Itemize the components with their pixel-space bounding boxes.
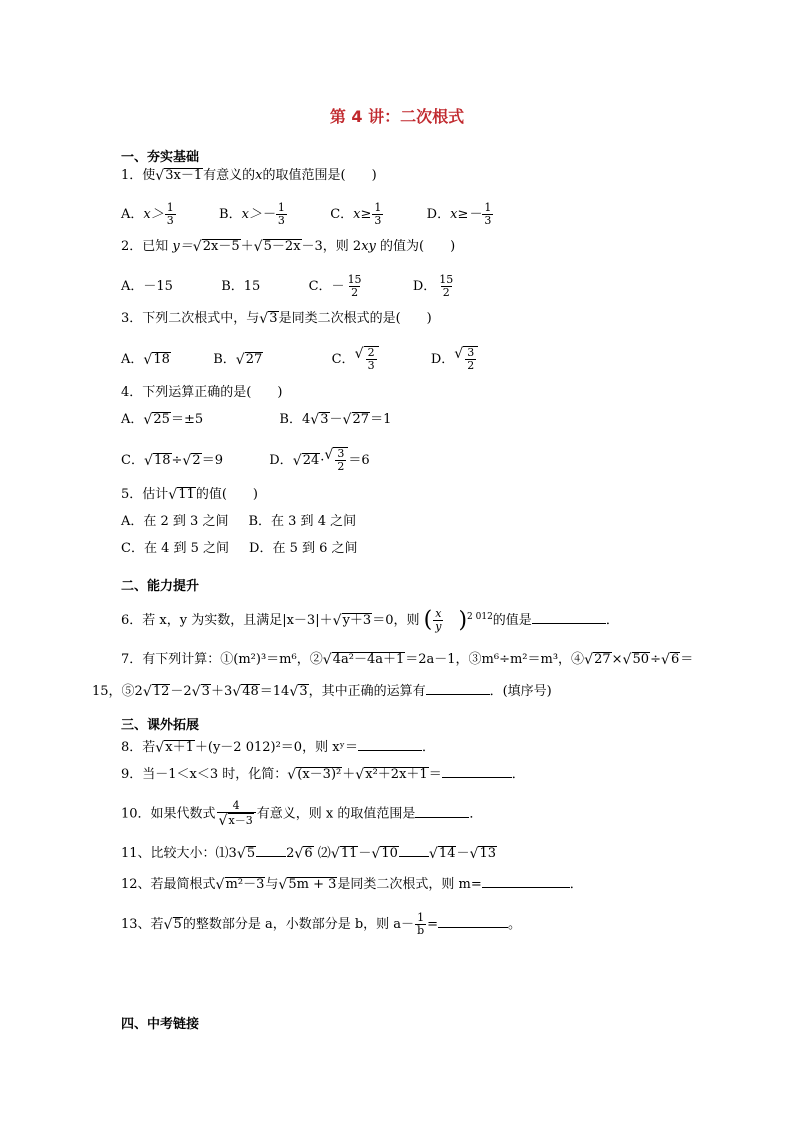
fraction: $\frac{x}{y}$ xyxy=(435,607,442,633)
question-2: 2．已知 y＝√ 2x－5＋√ 5－2x－3，则 2xy 的值为( ) xyxy=(121,238,455,256)
radical: √ 13 xyxy=(478,846,497,861)
question-4: 4．下列运算正确的是( ) xyxy=(121,385,283,400)
fraction: $\frac{1}{3}$ xyxy=(277,201,285,227)
fraction: 4 √ x－3 xyxy=(217,800,256,828)
radical: √ 27 xyxy=(593,652,612,667)
radical: √ 50 xyxy=(632,652,651,667)
fraction: $\frac{15}{2}$ xyxy=(347,273,362,299)
section-heading-improvement: 二、能力提升 xyxy=(121,579,200,594)
question-9: 9．当－1＜x＜3 时，化简：√ (x－3)²＋√ x²＋2x＋1＝ ． xyxy=(121,765,525,784)
radical: √ 6 xyxy=(303,846,313,861)
question-3: 3．下列二次根式中，与√ 3是同类二次根式的是( ) xyxy=(121,310,432,328)
fraction: $\frac{1}{3}$ xyxy=(484,201,492,227)
question-7-line-2: 15，⑤2√ 12－2√ 3＋3√ 48＝14√ 3，其中正确的运算有 ．(填序号) xyxy=(92,682,552,701)
radical: √ 2x－5 xyxy=(202,239,241,254)
section-heading-exam-link: 四、中考链接 xyxy=(121,1017,200,1032)
radical: √ 48 xyxy=(241,684,260,699)
question-4-options-cd: C．√ 18÷√ 2＝9 D．√ 24· √ $\frac{3}{2}$ ＝6 xyxy=(121,447,370,473)
radical: √ 24 xyxy=(302,453,321,468)
radical: √ 11 xyxy=(177,487,196,502)
question-6: 6．若 x，y 为实数，且满足|x－3|＋√ y＋3＝0，则 ( $\frac{x}{y}$ )$^{2 012}$的值是 ． xyxy=(121,608,619,633)
radical: √ 18 xyxy=(152,352,171,367)
radical: √ 3x－1 xyxy=(164,168,203,183)
question-5-options-cd: C．在 4 到 5 之间 D．在 5 到 6 之间 xyxy=(121,541,358,556)
question-5-options-ab: A．在 2 到 3 之间 B．在 3 到 4 之间 xyxy=(121,514,357,529)
radical: √ 5 xyxy=(246,846,256,861)
radical: √ 27 xyxy=(245,352,264,367)
question-4-options-ab: A．√ 25＝±5 B．4√ 3－√ 27＝1 xyxy=(121,411,391,429)
radical: √ y＋3 xyxy=(342,613,373,628)
radical: √ 11 xyxy=(340,846,359,861)
radical: √ x－3 xyxy=(228,813,254,828)
radical: √ $\frac{3}{2}$ xyxy=(333,447,348,473)
radical: √ 2 xyxy=(191,453,201,468)
fraction: $\frac{1}{b}$ xyxy=(417,911,425,937)
fraction: $\frac{1}{3}$ xyxy=(166,201,174,227)
page-title: 第 4 讲：二次根式 xyxy=(329,107,465,126)
radical: √ 6 xyxy=(670,652,680,667)
radical: √ 3 xyxy=(268,311,278,326)
question-3-options: A．√ 18 B．√ 27 C． √ $\frac{2}{3}$ D． √ $\frac{3}{2}$ xyxy=(121,346,478,372)
question-7-line-1: 7．有下列计算：①(m²)³＝m⁶，②√ 4a²－4a＋1＝2a－1，③m⁶÷m²＝m³，④√ 27×√ 50÷√ 6＝ xyxy=(121,651,693,669)
radical: √ $\frac{3}{2}$ xyxy=(463,346,478,372)
answer-blank[interactable] xyxy=(399,844,429,857)
radical: √ x＋1 xyxy=(164,740,195,755)
question-5: 5．估计√ 11的值( ) xyxy=(121,486,258,504)
radical: √ 10 xyxy=(380,846,399,861)
answer-blank[interactable] xyxy=(426,682,490,695)
answer-blank[interactable] xyxy=(442,765,512,778)
radical: √ 5 xyxy=(173,917,183,932)
answer-blank[interactable] xyxy=(256,844,286,857)
question-1: 1．使√ 3x－1有意义的x的取值范围是( ) xyxy=(121,167,377,185)
radical: √ 3 xyxy=(319,412,329,427)
radical: √ 5m + 3 xyxy=(287,877,337,892)
answer-blank[interactable] xyxy=(438,915,508,928)
radical: √ 4a²－4a＋1 xyxy=(332,652,406,667)
fraction: $\frac{15}{2}$ xyxy=(439,273,454,299)
radical: √ 18 xyxy=(153,453,172,468)
question-12: 12、若最简根式√ m²－3与√ 5m + 3是同类二次根式，则 m= ． xyxy=(121,875,583,894)
radical: √ 3 xyxy=(298,684,308,699)
radical: √ 14 xyxy=(438,846,457,861)
fraction: $\frac{1}{3}$ xyxy=(374,201,382,227)
answer-blank[interactable] xyxy=(415,805,469,818)
question-2-options: A．－15 B．15 C．－ $\frac{15}{2}$ D． $\frac{15}{2}$ xyxy=(121,273,454,299)
radical: √ 3 xyxy=(201,684,211,699)
question-1-options: A．x＞ $\frac{1}{3}$ B．x＞－ $\frac{1}{3}$ C．x≥ $\frac{1}{3}$ D．x≥－ $\frac{1}{3}$ xyxy=(121,201,492,227)
section-heading-basics: 一、夯实基础 xyxy=(121,150,200,165)
question-8: 8．若√ x＋1＋(y－2 012)²＝0，则 xʸ＝ ． xyxy=(121,738,435,757)
radical: √ m²－3 xyxy=(225,877,266,892)
radical: √ $\frac{2}{3}$ xyxy=(364,346,379,372)
radical: √ 12 xyxy=(152,684,171,699)
radical: √ 5－2x xyxy=(263,239,302,254)
radical: √ x²＋2x＋1 xyxy=(364,767,428,782)
section-heading-extension: 三、课外拓展 xyxy=(121,718,200,733)
question-11: 11、比较大小：⑴3√ 5 2√ 6 ⑵√ 11－√ 10√ 14－√ 13 xyxy=(121,844,497,863)
answer-blank[interactable] xyxy=(532,611,606,624)
answer-blank[interactable] xyxy=(358,738,422,751)
radical: √ (x－3)² xyxy=(296,767,342,782)
radical: √ 25 xyxy=(152,412,171,427)
question-13: 13、若√ 5的整数部分是 a，小数部分是 b，则 a－ $\frac{1}{b}$ = 。 xyxy=(121,912,521,937)
answer-blank[interactable] xyxy=(482,875,570,888)
radical: √ 27 xyxy=(352,412,371,427)
question-10: 10．如果代数式 4 √ x－3 有意义，则 x 的取值范围是 ． xyxy=(121,800,482,828)
